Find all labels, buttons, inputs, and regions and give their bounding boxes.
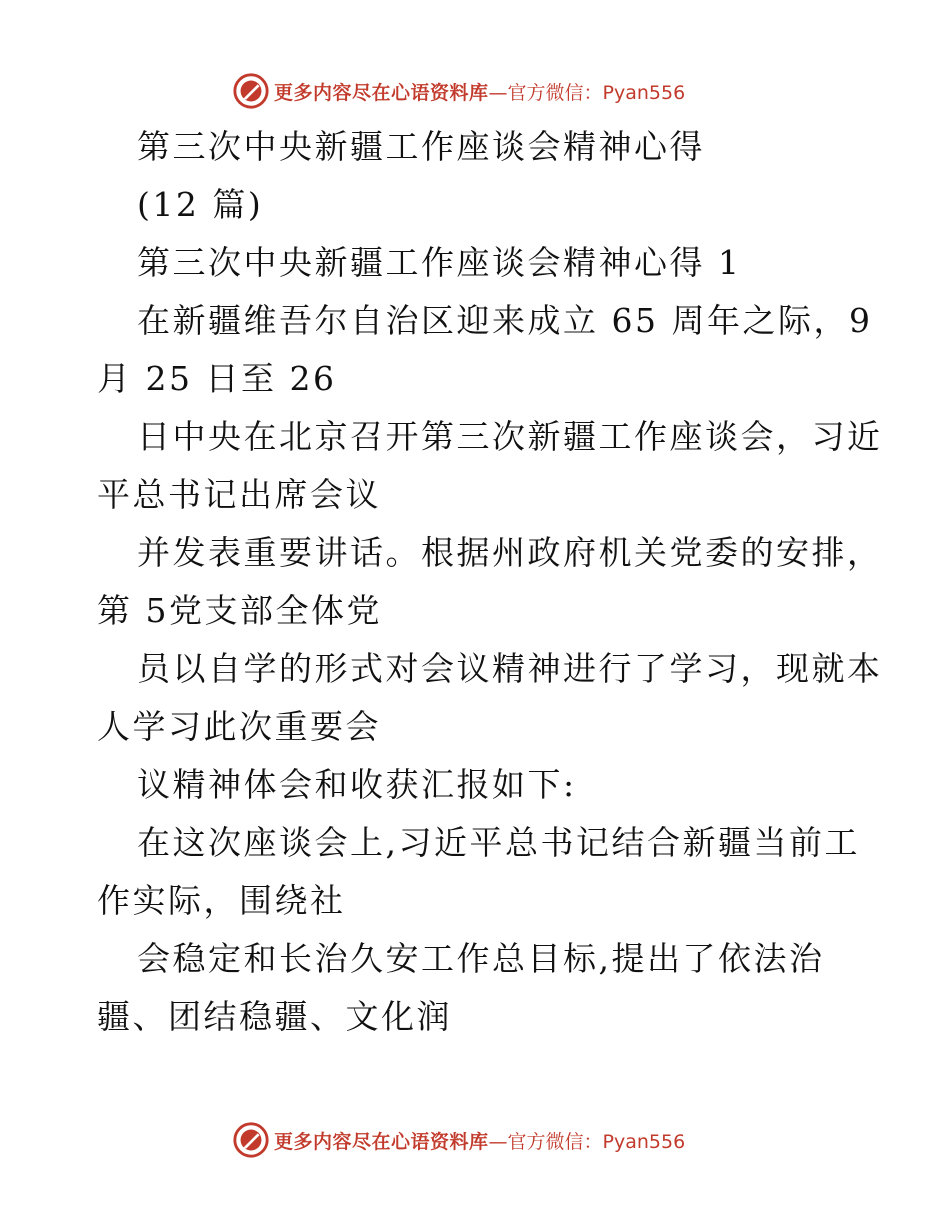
- text-line: 议精神体会和收获汇报如下:: [137, 765, 577, 804]
- header-watermark: [232, 71, 752, 111]
- document-body: [97, 118, 883, 1046]
- text-line: 人学习此次重要会: [97, 707, 381, 746]
- watermark-text: [274, 1127, 685, 1154]
- text-line: 日中央在北京召开第三次新疆工作座谈会，习近: [137, 417, 883, 456]
- text-line: 月 25 日至 26: [97, 359, 337, 398]
- watermark-separator: —: [488, 1130, 508, 1153]
- watermark-separator: —: [488, 81, 508, 104]
- text-line: 在新疆维吾尔自治区迎来成立 65 周年之际，9: [137, 301, 873, 340]
- watermark-label: 官方微信：: [507, 81, 603, 104]
- text-line: 作实际，围绕社: [97, 881, 346, 920]
- pen-logo-icon: [232, 72, 270, 110]
- text-line: 并发表重要讲话。根据州政府机关党委的安排，: [137, 533, 883, 572]
- text-line: 疆、团结稳疆、文化润: [97, 997, 452, 1036]
- text-line: 第 5党支部全体党: [97, 591, 382, 630]
- text-line: 会稳定和长治久安工作总目标,提出了依法治: [137, 939, 825, 978]
- text-line: 平总书记出席会议: [97, 475, 381, 514]
- footer-watermark: [232, 1120, 752, 1160]
- pen-logo-icon: [232, 1121, 270, 1159]
- text-line: 第三次中央新疆工作座谈会精神心得 1: [137, 243, 742, 282]
- text-line: 第三次中央新疆工作座谈会精神心得: [137, 127, 705, 166]
- watermark-brand: 更多内容尽在心语资料库: [274, 81, 489, 104]
- watermark-id: Pyan556: [602, 81, 686, 104]
- watermark-id: Pyan556: [602, 1130, 686, 1153]
- watermark-brand: 更多内容尽在心语资料库: [274, 1130, 489, 1153]
- text-line: 员以自学的形式对会议精神进行了学习，现就本: [137, 649, 883, 688]
- watermark-text: [274, 78, 685, 105]
- text-line: (12 篇): [137, 185, 264, 224]
- watermark-label: 官方微信：: [507, 1130, 603, 1153]
- text-line: 在这次座谈会上,习近平总书记结合新疆当前工: [137, 823, 860, 862]
